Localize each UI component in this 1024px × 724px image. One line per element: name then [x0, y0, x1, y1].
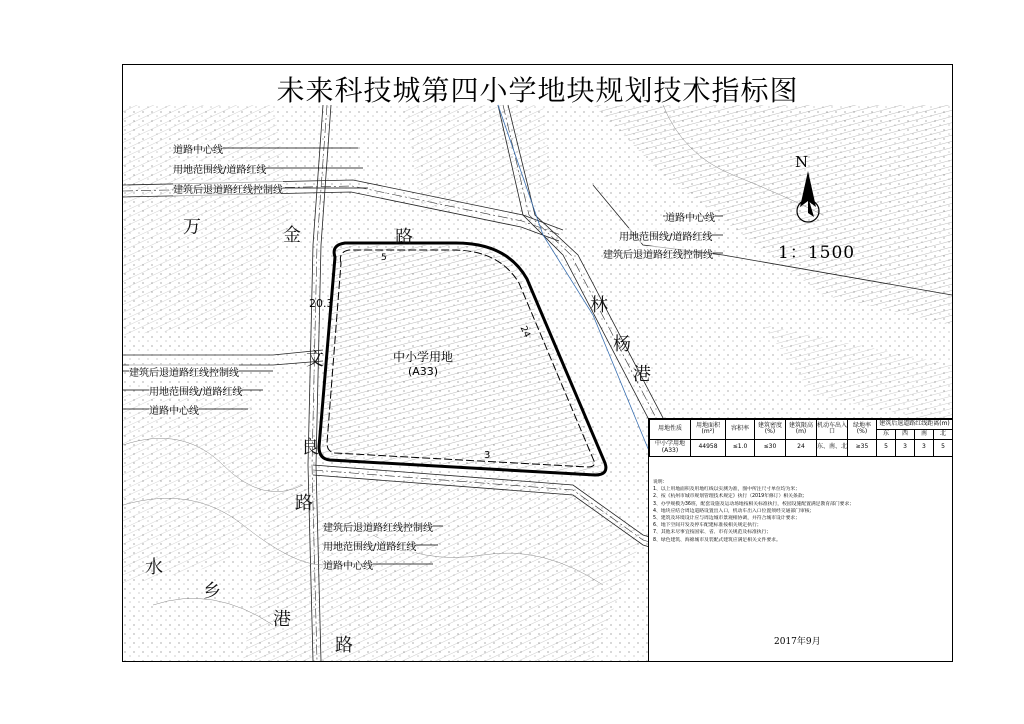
th-setback-east: 东 [877, 429, 896, 439]
cell-setback-south: 3 [914, 439, 933, 456]
legend-b-setback: 建筑后退道路红线控制线 [323, 519, 433, 534]
site-label [393, 348, 453, 378]
dimension-top: 5 [381, 253, 387, 263]
north-arrow-icon [794, 171, 822, 223]
note-item: 7、其他未尽事宜按国家、省、市有关规范及标准执行； [653, 530, 772, 536]
road-wenliang-1: 文 [306, 349, 324, 370]
indicator-table [649, 419, 953, 457]
cell-density: ≤30 [755, 439, 786, 456]
cell-use: 中小学用地(A33) [650, 439, 691, 456]
road-wanjin-2: 金 [283, 225, 301, 246]
th-setback-north: 北 [933, 429, 952, 439]
th-setback: 建筑后退道路红线距离(m) [877, 420, 953, 430]
legend-tl-centerline: 道路中心线 [173, 141, 223, 156]
road-wenliang-2: 良 [301, 437, 319, 458]
note-item: 4、地块应结合周边道路设置出入口，机动车出入口位置须经交通部门审核； [653, 508, 815, 514]
note-item: 5、建筑及环境设计应与周边城市景观相协调，并符合城市设计要求； [653, 516, 800, 522]
north-label: N [795, 153, 809, 171]
legend-tl-setback: 建筑后退道路红线控制线 [173, 181, 283, 196]
dimension-top-left: 20.3 [309, 297, 334, 310]
road-linyang-1: 林 [590, 295, 608, 316]
note-item: 8、绿色建筑、海绵城市及装配式建筑应满足相关文件要求。 [653, 537, 781, 543]
cell-setback-east: 5 [877, 439, 896, 456]
th-density: 建筑密度(%) [755, 420, 786, 440]
site-code: (A33) [407, 365, 439, 378]
road-shuixiang-2: 乡 [203, 581, 221, 602]
cell-setback-north: 5 [933, 439, 952, 456]
th-green: 绿地率(%) [848, 420, 877, 440]
indicator-panel [648, 418, 953, 662]
legend-tr-centerline: 道路中心线 [665, 209, 715, 224]
legend-b-redline: 用地范围线/道路红线 [323, 538, 416, 553]
th-area: 用地面积(m²) [691, 420, 726, 440]
table-row [650, 439, 953, 456]
cell-area: 44958 [691, 439, 726, 456]
road-linyang-3: 港 [633, 364, 651, 385]
cell-green: ≥35 [848, 439, 877, 456]
map-sheet [122, 64, 953, 662]
notes [653, 479, 950, 544]
note-item: 3、办学规模为36班，配套设施及运动场地按相关标准执行，校园设施配置满足教育部门要求； [653, 501, 855, 507]
th-setback-west: 西 [895, 429, 914, 439]
road-shuixiang-4: 路 [335, 635, 353, 656]
map-title: 未来科技城第四小学地块规划技术指标图 [276, 74, 799, 107]
legend-tr-setback: 建筑后退道路红线控制线 [603, 246, 713, 261]
road-linyang-2: 杨 [613, 334, 631, 355]
road-wanjin-3: 路 [395, 227, 413, 248]
th-setback-south: 南 [914, 429, 933, 439]
road-wanjin-1: 万 [183, 217, 201, 238]
notes-title: 说明： [653, 480, 668, 485]
th-entrance: 机动车出入口 [817, 420, 848, 440]
cell-height: 24 [786, 439, 817, 456]
legend-tl-redline: 用地范围线/道路红线 [173, 161, 266, 176]
legend-ml-setback: 建筑后退道路红线控制线 [129, 364, 239, 379]
note-item: 6、地下空间开发及停车配建标准按相关规定执行； [653, 523, 762, 529]
dimension-bottom: 3 [484, 450, 491, 461]
th-height: 建筑限高(m) [786, 420, 817, 440]
legend-b-centerline: 道路中心线 [323, 557, 373, 572]
note-item: 2、按《杭州市城市规划管理技术规定》执行（2019年修订）相关条款； [653, 494, 808, 500]
legend-tr-redline: 用地范围线/道路红线 [619, 228, 712, 243]
th-use: 用地性质 [650, 420, 691, 440]
site-name: 中小学用地 [393, 350, 454, 364]
scale-label: 1：1500 [778, 243, 856, 263]
road-shuixiang-3: 港 [273, 609, 291, 630]
dimension-right: 24 [517, 324, 532, 340]
cell-setback-west: 3 [895, 439, 914, 456]
cell-far: ≤1.0 [726, 439, 755, 456]
cell-entrance: 东、南、北 [817, 439, 848, 456]
road-shuixiang-1: 水 [145, 557, 163, 578]
note-item: 1、以上用地面积及用地红线以实测为准，图中所注尺寸单位均为米； [653, 487, 800, 493]
legend-ml-centerline: 道路中心线 [149, 402, 199, 417]
th-far: 容积率 [726, 420, 755, 440]
legend-ml-redline: 用地范围线/道路红线 [149, 383, 242, 398]
date-label: 2017年9月 [774, 637, 821, 647]
road-wenliang-3: 路 [295, 493, 313, 514]
